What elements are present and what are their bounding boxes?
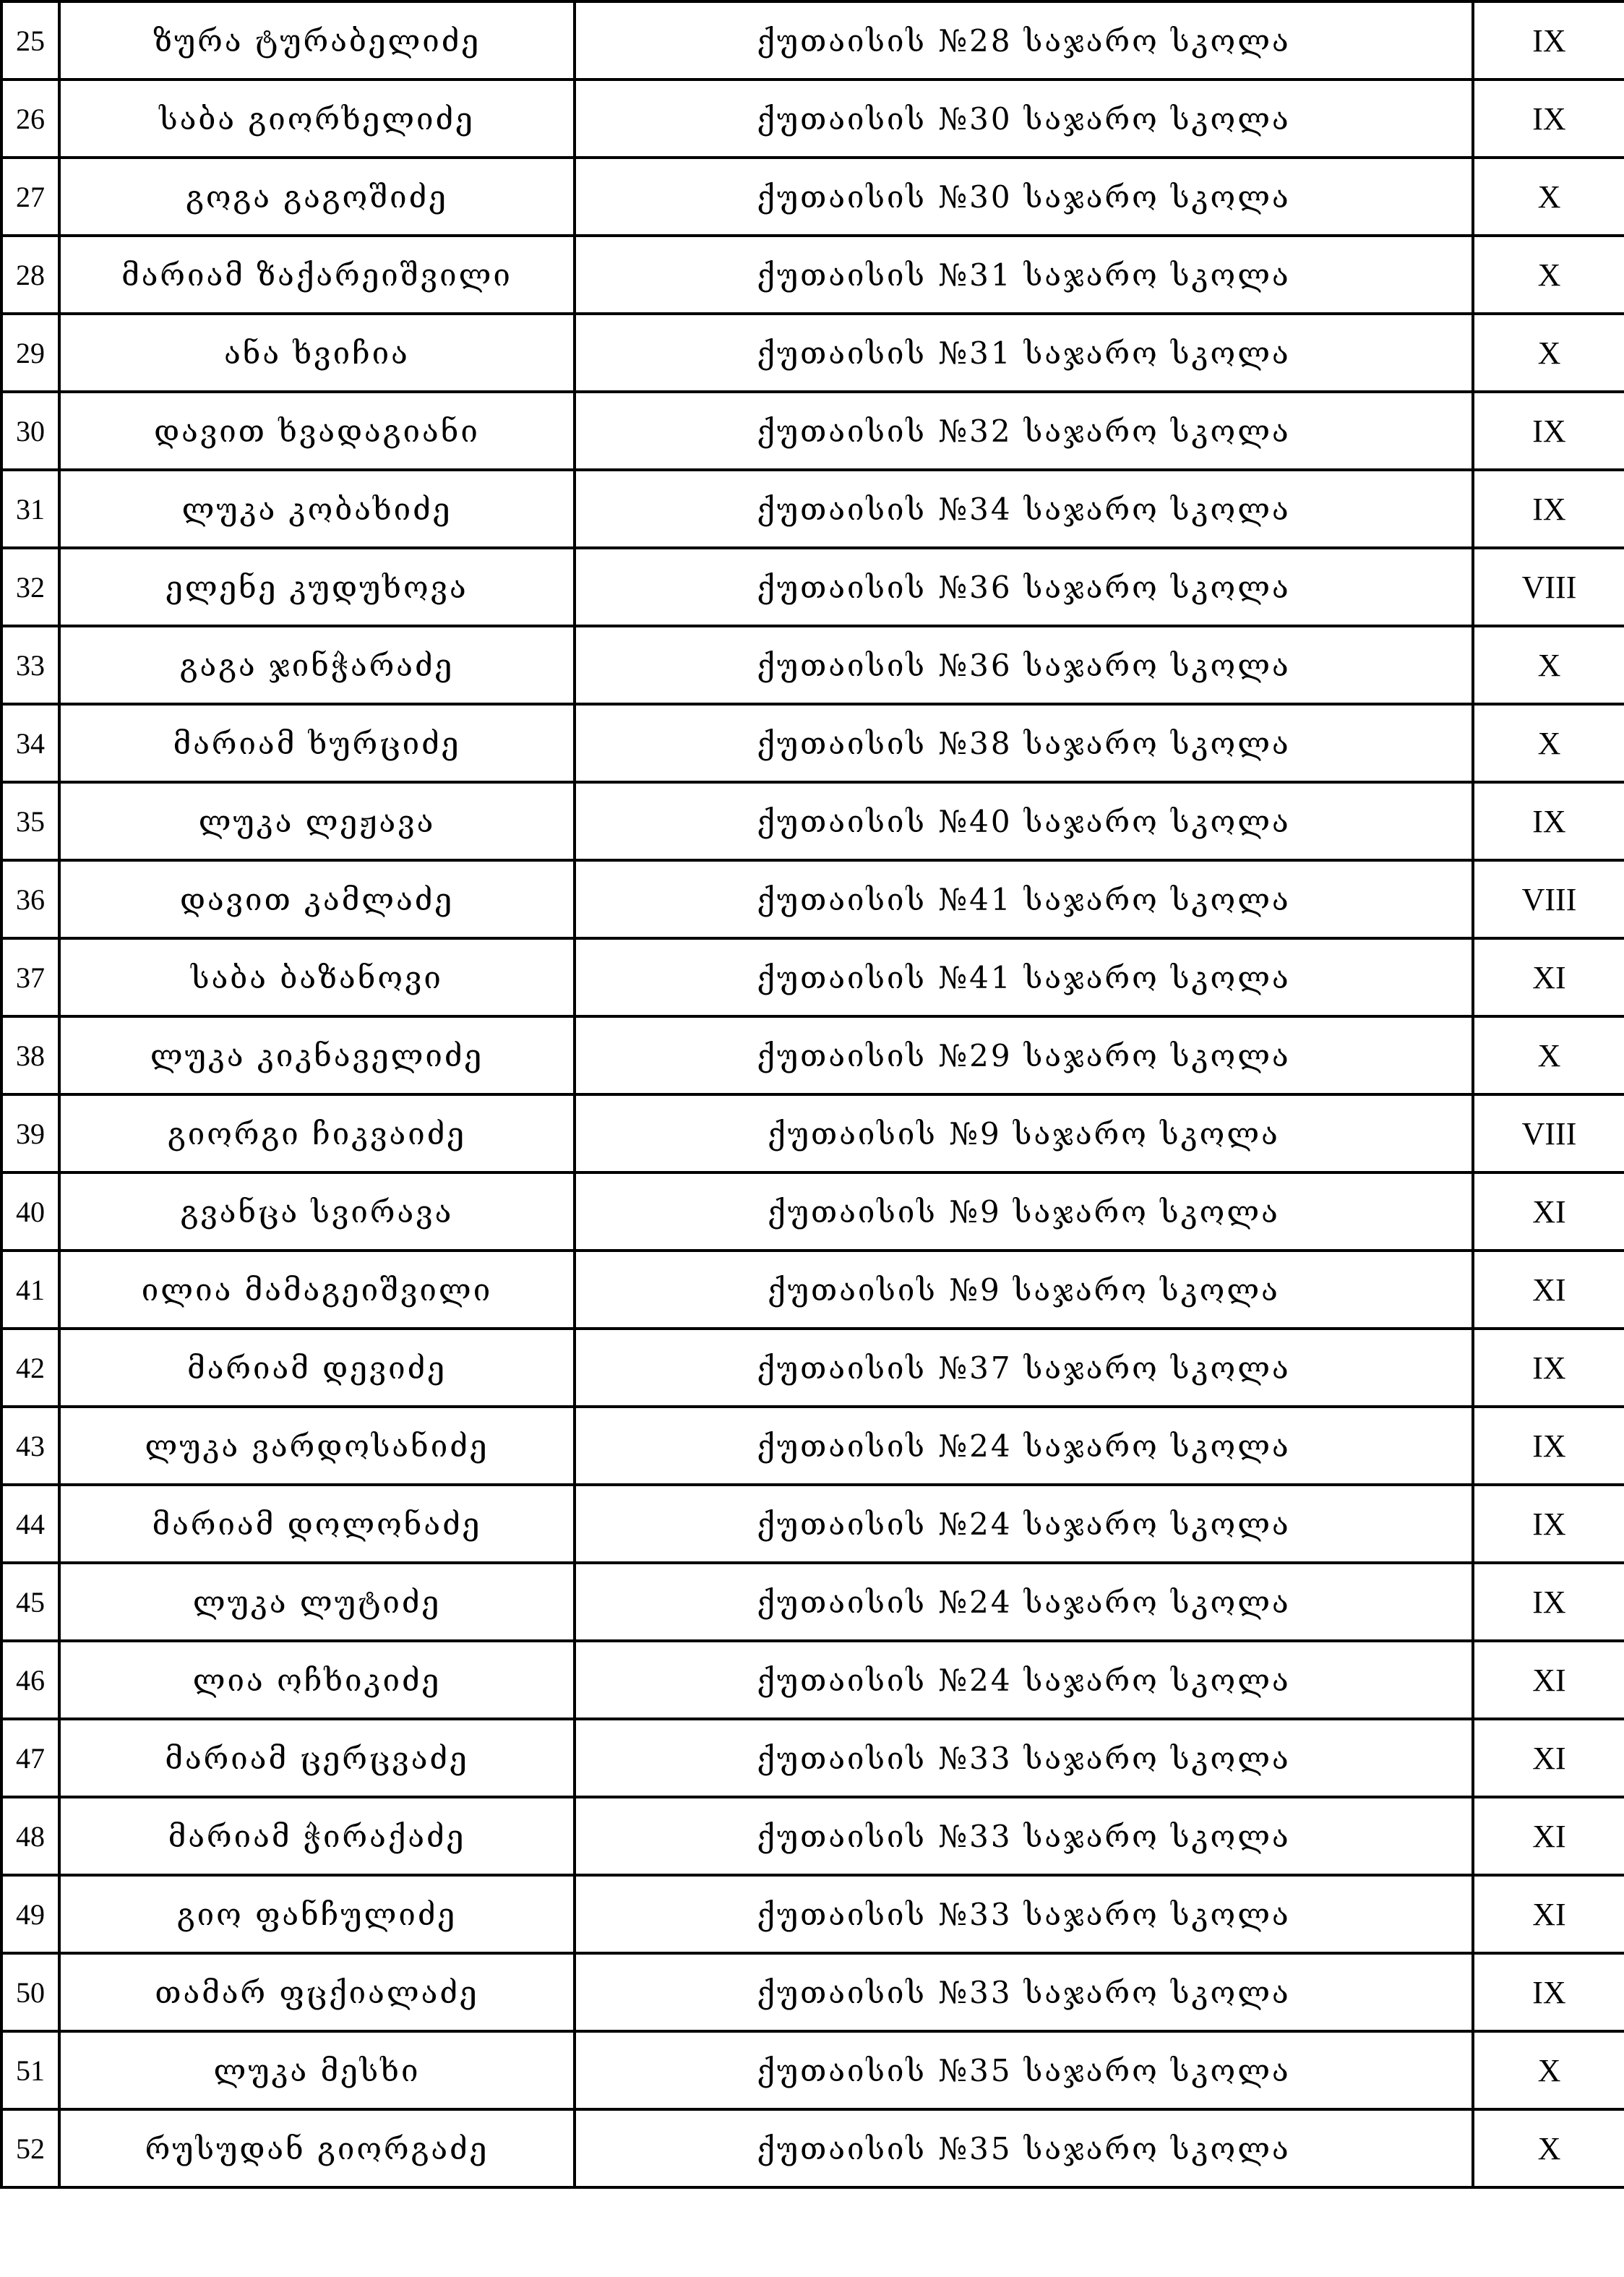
grade-cell: VIII: [1473, 860, 1624, 938]
grade-cell: IX: [1473, 1, 1624, 80]
table-row: [1, 1485, 1624, 1563]
school-cell: ქუთაისის №9 საჯარო სკოლა: [575, 1172, 1473, 1251]
row-number-cell: 47: [1, 1719, 59, 1797]
school-cell: ქუთაისის №29 საჯარო სკოლა: [575, 1016, 1473, 1094]
school-cell: ქუთაისის №41 საჯარო სკოლა: [575, 860, 1473, 938]
student-name-cell: ლია ოჩხიკიძე: [59, 1641, 575, 1719]
row-number-cell: 49: [1, 1875, 59, 1953]
row-number-cell: 48: [1, 1797, 59, 1875]
school-cell: ქუთაისის №30 საჯარო სკოლა: [575, 80, 1473, 158]
table-row: [1, 158, 1624, 236]
row-number-cell: 30: [1, 392, 59, 470]
student-name-cell: მარიამ ხურციძე: [59, 704, 575, 782]
school-cell: ქუთაისის №33 საჯარო სკოლა: [575, 1953, 1473, 2031]
school-cell: ქუთაისის №24 საჯარო სკოლა: [575, 1407, 1473, 1485]
school-cell: ქუთაისის №31 საჯარო სკოლა: [575, 236, 1473, 314]
school-cell: ქუთაისის №32 საჯარო სკოლა: [575, 392, 1473, 470]
row-number-cell: 50: [1, 1953, 59, 2031]
grade-cell: IX: [1473, 470, 1624, 548]
grade-cell: IX: [1473, 1485, 1624, 1563]
grade-cell: XI: [1473, 1172, 1624, 1251]
row-number-cell: 44: [1, 1485, 59, 1563]
student-name-cell: მარიამ დევიძე: [59, 1329, 575, 1407]
row-number-cell: 26: [1, 80, 59, 158]
school-cell: ქუთაისის №35 საჯარო სკოლა: [575, 2109, 1473, 2187]
row-number-cell: 51: [1, 2031, 59, 2109]
school-cell: ქუთაისის №34 საჯარო სკოლა: [575, 470, 1473, 548]
school-cell: ქუთაისის №36 საჯარო სკოლა: [575, 626, 1473, 704]
grade-cell: XI: [1473, 1719, 1624, 1797]
table-row: [1, 1016, 1624, 1094]
student-name-cell: გვანცა სვირავა: [59, 1172, 575, 1251]
student-name-cell: ელენე კუდუხოვა: [59, 548, 575, 626]
school-cell: ქუთაისის №9 საჯარო სკოლა: [575, 1094, 1473, 1172]
row-number-cell: 25: [1, 1, 59, 80]
school-cell: ქუთაისის №9 საჯარო სკოლა: [575, 1251, 1473, 1329]
student-name-cell: ზურა ტურაბელიძე: [59, 1, 575, 80]
grade-cell: IX: [1473, 80, 1624, 158]
row-number-cell: 27: [1, 158, 59, 236]
school-cell: ქუთაისის №40 საჯარო სკოლა: [575, 782, 1473, 860]
grade-cell: IX: [1473, 1407, 1624, 1485]
student-name-cell: მარიამ ცერცვაძე: [59, 1719, 575, 1797]
row-number-cell: 38: [1, 1016, 59, 1094]
student-name-cell: გიო ფანჩულიძე: [59, 1875, 575, 1953]
table-row: [1, 2031, 1624, 2109]
grade-cell: X: [1473, 236, 1624, 314]
grade-cell: IX: [1473, 1329, 1624, 1407]
grade-cell: XI: [1473, 1251, 1624, 1329]
grade-cell: XI: [1473, 1875, 1624, 1953]
table-row: [1, 1407, 1624, 1485]
table-row: [1, 2109, 1624, 2187]
table-row: [1, 1953, 1624, 2031]
student-name-cell: მარიამ დოლონაძე: [59, 1485, 575, 1563]
table-row: [1, 938, 1624, 1016]
row-number-cell: 46: [1, 1641, 59, 1719]
table-row: [1, 860, 1624, 938]
school-cell: ქუთაისის №24 საჯარო სკოლა: [575, 1563, 1473, 1641]
student-name-cell: ლუკა მესხი: [59, 2031, 575, 2109]
student-name-cell: ლუკა კობახიძე: [59, 470, 575, 548]
table-row: [1, 1719, 1624, 1797]
table-row: [1, 1641, 1624, 1719]
table-row: [1, 1563, 1624, 1641]
school-cell: ქუთაისის №37 საჯარო სკოლა: [575, 1329, 1473, 1407]
row-number-cell: 37: [1, 938, 59, 1016]
table-row: [1, 80, 1624, 158]
table-row: [1, 1, 1624, 80]
school-cell: ქუთაისის №33 საჯარო სკოლა: [575, 1797, 1473, 1875]
grade-cell: XI: [1473, 1641, 1624, 1719]
student-name-cell: მარიამ ჭირაქაძე: [59, 1797, 575, 1875]
school-cell: ქუთაისის №30 საჯარო სკოლა: [575, 158, 1473, 236]
table-row: [1, 782, 1624, 860]
grade-cell: IX: [1473, 1953, 1624, 2031]
grade-cell: X: [1473, 626, 1624, 704]
student-name-cell: დავით ხვადაგიანი: [59, 392, 575, 470]
student-name-cell: გოგა გაგოშიძე: [59, 158, 575, 236]
grade-cell: X: [1473, 704, 1624, 782]
row-number-cell: 45: [1, 1563, 59, 1641]
table-row: [1, 1797, 1624, 1875]
school-cell: ქუთაისის №33 საჯარო სკოლა: [575, 1875, 1473, 1953]
grade-cell: X: [1473, 2109, 1624, 2187]
row-number-cell: 28: [1, 236, 59, 314]
student-name-cell: თამარ ფცქიალაძე: [59, 1953, 575, 2031]
student-name-cell: ლუკა ვარდოსანიძე: [59, 1407, 575, 1485]
grade-cell: X: [1473, 1016, 1624, 1094]
table-row: [1, 626, 1624, 704]
student-name-cell: დავით კამლაძე: [59, 860, 575, 938]
student-name-cell: მარიამ ზაქარეიშვილი: [59, 236, 575, 314]
student-name-cell: რუსუდან გიორგაძე: [59, 2109, 575, 2187]
school-cell: ქუთაისის №35 საჯარო სკოლა: [575, 2031, 1473, 2109]
table-row: [1, 1329, 1624, 1407]
student-name-cell: გიორგი ჩიკვაიძე: [59, 1094, 575, 1172]
row-number-cell: 39: [1, 1094, 59, 1172]
row-number-cell: 36: [1, 860, 59, 938]
grade-cell: IX: [1473, 392, 1624, 470]
table-row: [1, 1094, 1624, 1172]
school-cell: ქუთაისის №33 საჯარო სკოლა: [575, 1719, 1473, 1797]
grade-cell: X: [1473, 314, 1624, 392]
student-name-cell: ლუკა ლეჟავა: [59, 782, 575, 860]
student-name-cell: ილია მამაგეიშვილი: [59, 1251, 575, 1329]
table-row: [1, 704, 1624, 782]
row-number-cell: 32: [1, 548, 59, 626]
row-number-cell: 52: [1, 2109, 59, 2187]
school-cell: ქუთაისის №24 საჯარო სკოლა: [575, 1641, 1473, 1719]
school-cell: ქუთაისის №41 საჯარო სკოლა: [575, 938, 1473, 1016]
row-number-cell: 42: [1, 1329, 59, 1407]
row-number-cell: 35: [1, 782, 59, 860]
grade-cell: XI: [1473, 938, 1624, 1016]
school-cell: ქუთაისის №38 საჯარო სკოლა: [575, 704, 1473, 782]
school-cell: ქუთაისის №28 საჯარო სკოლა: [575, 1, 1473, 80]
student-name-cell: გაგა ჯინჭარაძე: [59, 626, 575, 704]
student-name-cell: საბა გიორხელიძე: [59, 80, 575, 158]
table-row: [1, 314, 1624, 392]
school-cell: ქუთაისის №24 საჯარო სკოლა: [575, 1485, 1473, 1563]
roster-body: [1, 1, 1624, 2187]
row-number-cell: 33: [1, 626, 59, 704]
student-name-cell: ანა ხვიჩია: [59, 314, 575, 392]
table-row: [1, 1875, 1624, 1953]
grade-cell: VIII: [1473, 548, 1624, 626]
grade-cell: X: [1473, 2031, 1624, 2109]
school-cell: ქუთაისის №31 საჯარო სკოლა: [575, 314, 1473, 392]
student-name-cell: საბა ბაზანოვი: [59, 938, 575, 1016]
row-number-cell: 41: [1, 1251, 59, 1329]
grade-cell: X: [1473, 158, 1624, 236]
table-row: [1, 236, 1624, 314]
grade-cell: VIII: [1473, 1094, 1624, 1172]
row-number-cell: 40: [1, 1172, 59, 1251]
grade-cell: XI: [1473, 1797, 1624, 1875]
grade-cell: IX: [1473, 782, 1624, 860]
table-row: [1, 1251, 1624, 1329]
table-row: [1, 1172, 1624, 1251]
row-number-cell: 34: [1, 704, 59, 782]
student-name-cell: ლუკა ლუტიძე: [59, 1563, 575, 1641]
table-row: [1, 470, 1624, 548]
grade-cell: IX: [1473, 1563, 1624, 1641]
row-number-cell: 43: [1, 1407, 59, 1485]
student-name-cell: ლუკა კიკნაველიძე: [59, 1016, 575, 1094]
table-row: [1, 548, 1624, 626]
table-row: [1, 392, 1624, 470]
school-cell: ქუთაისის №36 საჯარო სკოლა: [575, 548, 1473, 626]
row-number-cell: 29: [1, 314, 59, 392]
row-number-cell: 31: [1, 470, 59, 548]
